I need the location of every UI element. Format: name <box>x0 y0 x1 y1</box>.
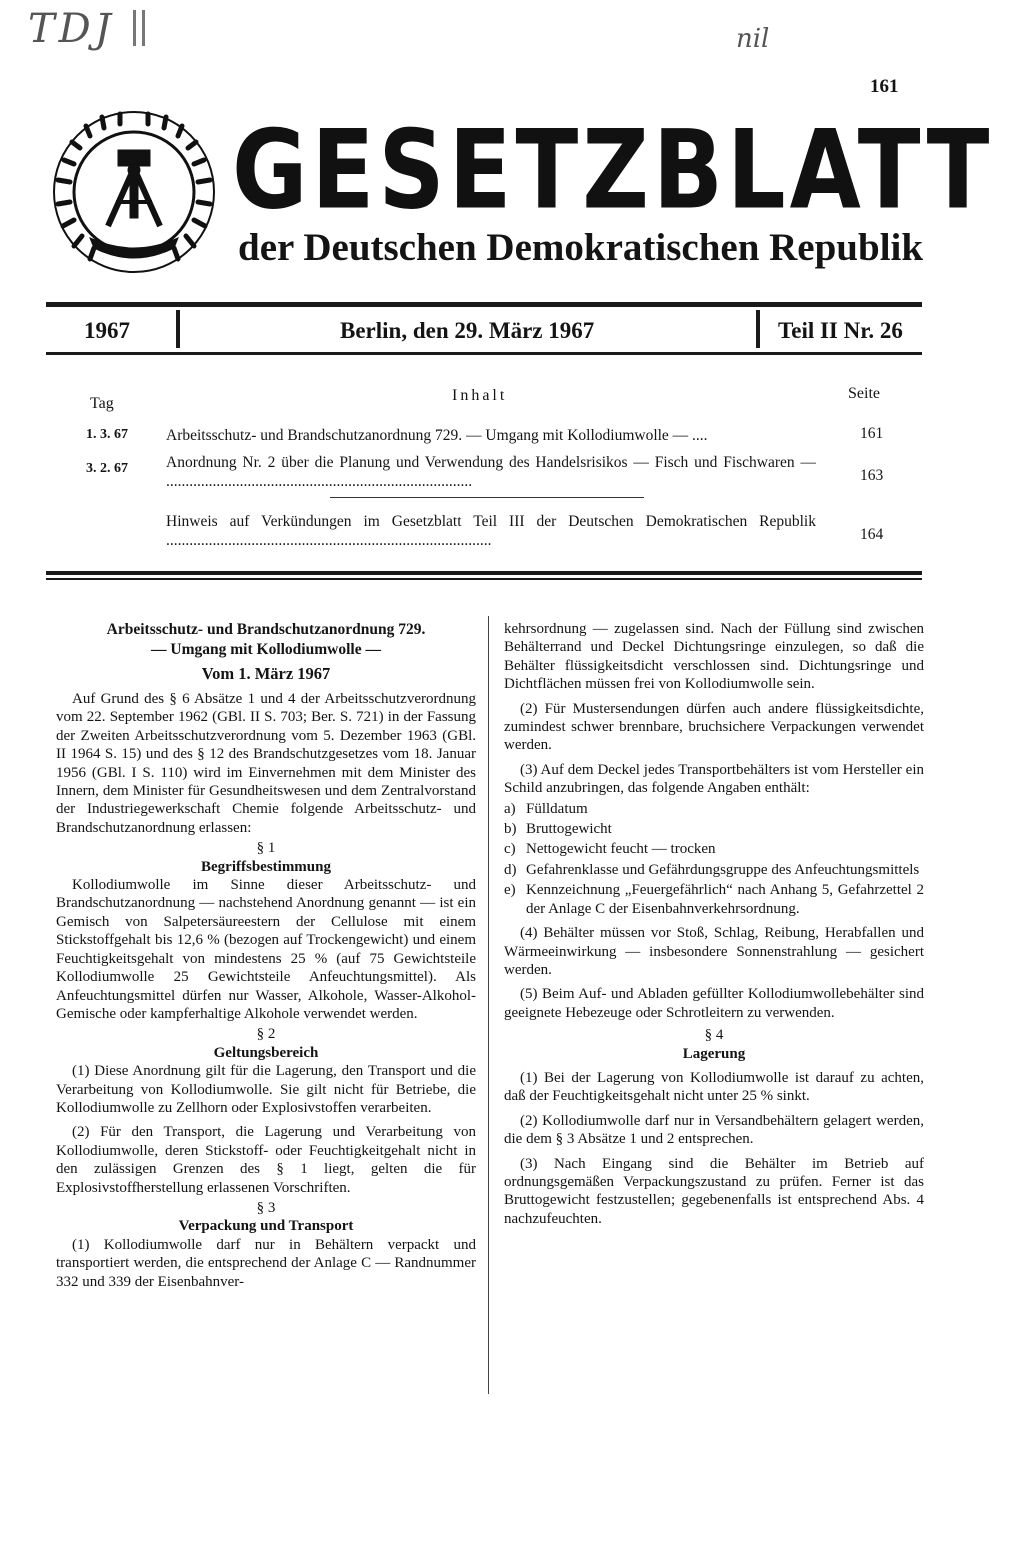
section-number: § 4 <box>704 1027 724 1044</box>
toc-entry-date: 1. 3. 67 <box>86 427 128 442</box>
toc-entry-text: Arbeitsschutz- und Brandschutzanordnung 729. — Umgang mit Kollodiumwolle — .... <box>166 427 708 444</box>
section-title: Geltungsbereich <box>213 1044 319 1061</box>
section-number: § 1 <box>256 840 276 857</box>
paragraph: (1) Diese Anordnung gilt für die Lagerung, den Transport und die Verarbeitung von Kollodiumwolle. Sie gilt nicht für Betriebe, die Kollodiumwolle zu Zellhorn oder Explosivstoffen verarbeiten. <box>56 1063 476 1116</box>
list-item-label: a) <box>504 800 516 817</box>
paragraph: (5) Beim Auf- und Abladen gefüllter Kollodiumwollebehälter sind geeignete Hebezeuge oder Schrotleitern zu verwenden. <box>504 986 924 1021</box>
contents-rule <box>46 578 922 580</box>
issue-place-date: Berlin, den 29. März 1967 <box>340 318 595 343</box>
section-title: Begriffsbestimmung <box>201 858 331 875</box>
issue-part <box>778 318 903 344</box>
article-preamble: Auf Grund des § 6 Absätze 1 und 4 der Arbeitsschutzverordnung vom 22. September 1962 (GBl. II S. 703; Ber. S. 721) in der Fassung der Zweiten Arbeitsschutzverordnung vom 5. Dezember 1963 (GBl. II 1964 S. 15) und des § 12 des Brandschutzgesetzes vom 18. Januar 1956 (GBl. I S. 110) wird im Einvernehmen mit dem Minister des Innern, dem Minister für Gesundheitswesen und dem Zentralvorstand der Industriegewerkschaft Chemie folgende Arbeitsschutz- und Brandschutzanordnung erlassen: <box>56 691 476 836</box>
paragraph: (3) Auf dem Deckel jedes Transportbehälters ist vom Hersteller ein Schild anzubringen, das folgende Angaben enthält: <box>504 761 924 797</box>
coat-of-arms-icon <box>50 108 218 276</box>
toc-heading-tag: Tag <box>90 395 114 412</box>
list-item-label: e) <box>504 882 516 899</box>
list-item-label: c) <box>504 841 516 858</box>
list-item-label: b) <box>504 821 517 838</box>
issue-part-label: Teil II <box>778 318 838 343</box>
section-title: Lagerung <box>682 1045 746 1062</box>
list-item-text: Kennzeichnung „Feuergefährlich“ nach Anhang 5, Gefahrzettel 2 der Anlage C der Eisenbahnverkehrsordnung. <box>526 882 924 917</box>
paragraph: kehrsordnung — zugelassen sind. Nach der Füllung sind zwischen Behälterrand und Deckel Dichtungsringe einzulegen, so daß die Behälter flüssigkeitsdicht verschlossen sind. Dichtungsringe und Dichtflächen müssen frei von Kollodiumwolle sein. <box>504 621 924 693</box>
paragraph: (2) Für den Transport, die Lagerung und Verarbeitung von Kollodiumwolle, deren Stickstoff- oder Feuchtigkeitgehalt nicht in den zulässigen Grenzen des § 1 liegt, gelten die für Explosivstoffherstellung erlassenen Vorschriften. <box>56 1124 476 1196</box>
page-number: 161 <box>870 76 899 97</box>
issue-divider <box>756 310 760 348</box>
masthead-rule-top <box>46 302 922 307</box>
paragraph: (2) Kollodiumwolle darf nur in Versandbehältern gelagert werden, die dem § 3 Absätze 1 und 2 entsprechen. <box>504 1112 924 1148</box>
toc-entry-page: 163 <box>860 467 884 484</box>
handwritten-stroke <box>133 10 136 46</box>
list-item <box>504 881 924 918</box>
paragraph: (1) Bei der Lagerung von Kollodiumwolle ist darauf zu achten, daß der Feuchtigkeitsgehalt nicht unter 25 % sinkt. <box>504 1069 924 1105</box>
paragraph: (3) Nach Eingang sind die Behälter im Betrieb auf ordnungsgemäßen Verpackungszustand zu prüfen. Ferner ist das Bruttogewicht festzustellen; gegebenenfalls ist entsprechend Abs. 4 nachzufeuchten. <box>504 1155 924 1227</box>
toc-entry-date: 3. 2. 67 <box>86 461 128 476</box>
paragraph: Kollodiumwolle im Sinne dieser Arbeitsschutz- und Brandschutzanordnung — nachstehend Anordnung genannt — ist ein Gemisch von Salpetersäureestern der Cellulose mit einem Stickstoffgehalt bis 12,6 % (bezogen auf Trockengewicht) und einem Feuchtigkeitsgehalt von mindestens 25 % (auf 75 Gewichtsteile Kollodiumwolle 25 Gewichtsteile Anfeuchtungsmittel). Als Anfeuchtungsmittel dürfen nur Wasser, Alkohole, Wasser-Alkohol-Gemische oder kampferhaltige Alkohole verwendet werden. <box>56 877 476 1022</box>
article-left-column <box>56 620 476 1293</box>
toc-divider <box>330 497 644 498</box>
article-subtitle: — Umgang mit Kollodiumwolle — <box>151 641 381 658</box>
article-date: Vom 1. März 1967 <box>201 664 331 683</box>
toc-entry-page: 164 <box>860 526 884 543</box>
list-item <box>504 800 924 818</box>
paragraph: (2) Für Mustersendungen dürfen auch andere flüssigkeitsdichte, zumindest schwer brennbare, bruchsichere Verpackungen verwendet werden. <box>504 700 924 754</box>
toc-heading-seite: Seite <box>848 385 880 402</box>
issue-rule-bottom <box>46 352 922 355</box>
handwritten-note-right: nil <box>736 24 770 54</box>
list-item <box>504 861 924 879</box>
toc-entry-text: Anordnung Nr. 2 über die Planung und Verwendung des Handelsrisikos — Fisch und Fischwaren — ............................................................................... <box>166 454 816 490</box>
paragraph: (4) Behälter müssen vor Stoß, Schlag, Reibung, Herabfallen und Wärmeeinwirkung — insbesondere Sonnenstrahlung — gesichert werden. <box>504 925 924 978</box>
toc-heading-inhalt: Inhalt <box>452 387 508 404</box>
column-divider <box>488 616 489 1394</box>
paragraph: (1) Kollodiumwolle darf nur in Behältern verpackt und transportiert werden, die entsprechend der Anlage C — Randnummer 332 und 339 der Eisenbahnver- <box>56 1236 476 1290</box>
article-right-column <box>504 620 924 1230</box>
issue-divider <box>176 310 180 348</box>
list-item-text: Fülldatum <box>526 800 588 817</box>
contents-rule <box>46 571 922 575</box>
handwritten-note-left: TDJ <box>28 6 115 52</box>
issue-number: Nr. 26 <box>843 318 903 343</box>
list-item <box>504 840 924 858</box>
list-item-text: Nettogewicht feucht — trocken <box>526 841 716 858</box>
list-item-label: d) <box>504 861 517 878</box>
toc-entry-page: 161 <box>860 425 884 442</box>
masthead-subtitle: der Deutschen Demokratischen Republik <box>238 226 924 269</box>
toc-entry-text: Hinweis auf Verkündungen im Gesetzblatt Teil III der Deutschen Demokratischen Republik .................................................................................... <box>166 513 816 549</box>
section-title: Verpackung und Transport <box>178 1218 354 1235</box>
masthead-title: GESETZBLATT <box>232 107 994 234</box>
article-title: Arbeitsschutz- und Brandschutzanordnung 729. <box>106 621 426 638</box>
list-item <box>504 820 924 838</box>
issue-year: 1967 <box>84 318 130 343</box>
list-item-text: Gefahrenklasse und Gefährdungsgruppe des Anfeuchtungsmittels <box>526 861 920 878</box>
list-item-text: Bruttogewicht <box>526 821 612 838</box>
handwritten-stroke <box>142 10 145 46</box>
section-number: § 2 <box>256 1026 276 1043</box>
section-number: § 3 <box>256 1199 276 1216</box>
